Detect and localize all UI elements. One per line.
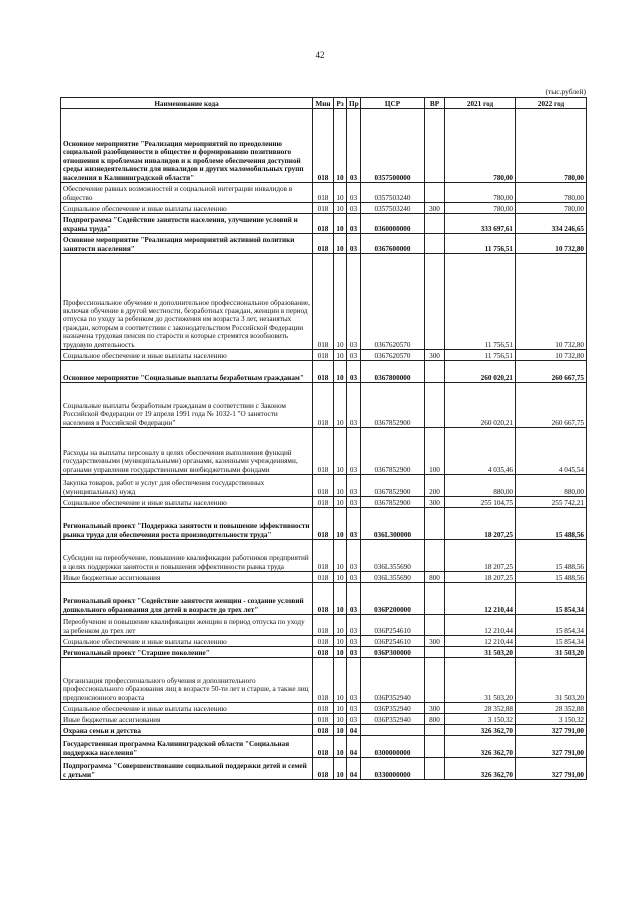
row-csr: 0330000000 [361, 758, 425, 780]
row-vr [425, 758, 445, 780]
row-2022: 15 488,56 [516, 508, 587, 540]
row-rz: 10 [334, 636, 347, 647]
row-csr: 036P200000 [361, 583, 425, 615]
row-min: 018 [313, 234, 334, 254]
row-name: Организация профессионального обучения и дополнительного профессионального образования лиц в возрасте 50-ти лет и старше, а также лиц предпенсионного возраста [61, 658, 313, 703]
row-name: Подпрограмма "Совершенствование социальной поддержки детей и семей с детьми" [61, 758, 313, 780]
header-min: Мин [313, 98, 334, 109]
row-2021: 880,00 [445, 475, 516, 497]
row-csr: 0367800000 [361, 361, 425, 383]
row-rz: 10 [334, 540, 347, 572]
row-vr: 200 [425, 475, 445, 497]
row-2021: 28 352,88 [445, 703, 516, 714]
table-row [61, 714, 587, 725]
row-pr: 04 [347, 758, 361, 780]
row-vr [425, 540, 445, 572]
row-rz: 10 [334, 183, 347, 203]
row-2022: 780,00 [516, 109, 587, 183]
row-min: 018 [313, 615, 334, 636]
row-vr: 300 [425, 703, 445, 714]
row-rz: 10 [334, 361, 347, 383]
table-row [61, 583, 587, 615]
row-vr [425, 658, 445, 703]
row-name: Региональный проект "Старшее поколение" [61, 647, 313, 658]
row-vr [425, 647, 445, 658]
row-name: Иные бюджетные ассигнования [61, 572, 313, 583]
row-2022: 15 488,56 [516, 540, 587, 572]
row-vr [425, 361, 445, 383]
row-2021: 326 362,70 [445, 725, 516, 736]
row-pr: 03 [347, 428, 361, 475]
table-row [61, 428, 587, 475]
row-pr: 03 [347, 497, 361, 508]
row-name: Государственная программа Калининградской области "Социальная поддержка населения" [61, 736, 313, 758]
table-row [61, 183, 587, 203]
row-name: Основное мероприятие "Социальные выплаты безработным гражданам" [61, 361, 313, 383]
row-rz: 10 [334, 254, 347, 350]
row-2021: 260 020,21 [445, 383, 516, 428]
row-pr: 03 [347, 203, 361, 214]
row-csr: 0367620570 [361, 350, 425, 361]
row-2022: 880,00 [516, 475, 587, 497]
row-2021: 12 210,44 [445, 636, 516, 647]
row-name: Иные бюджетные ассигнования [61, 714, 313, 725]
row-2021: 31 503,20 [445, 647, 516, 658]
row-name: Расходы на выплаты персоналу в целях обеспечения выполнения функций государственными (муниципальными) органами, казенными учреждениями, органами управления государственными внебюджетными фондами [61, 428, 313, 475]
row-rz: 10 [334, 350, 347, 361]
row-pr: 03 [347, 350, 361, 361]
row-name: Социальные выплаты безработным гражданам в соответствии с Законом Российской Федерации от 19 апреля 1991 года № 1032-1 "О занятости населения в Российской Федерации" [61, 383, 313, 428]
row-2022: 4 045,54 [516, 428, 587, 475]
row-csr: 036L355690 [361, 540, 425, 572]
row-2021: 18 207,25 [445, 508, 516, 540]
row-vr [425, 736, 445, 758]
row-pr: 03 [347, 615, 361, 636]
row-2022: 260 667,75 [516, 383, 587, 428]
row-name: Региональный проект "Поддержка занятости и повышение эффективности рынка труда для обеспечения роста производительности труда" [61, 508, 313, 540]
row-name: Социальное обеспечение и иные выплаты населению [61, 497, 313, 508]
row-vr [425, 615, 445, 636]
row-csr: 0367852900 [361, 383, 425, 428]
row-csr: 036L300000 [361, 508, 425, 540]
row-rz: 10 [334, 658, 347, 703]
row-vr [425, 183, 445, 203]
row-2022: 31 503,20 [516, 658, 587, 703]
row-rz: 10 [334, 725, 347, 736]
row-2022: 15 488,56 [516, 572, 587, 583]
row-csr: 036P352940 [361, 703, 425, 714]
row-name: Основное мероприятие "Реализация мероприятий по преодолению социальной разобщенности в обществе и формированию позитивного отношения к проблемам инвалидов и к проблеме обеспечения доступной среды жизнедеятельности для инвалидов и других маломобильных групп населения в Калининградской области" [61, 109, 313, 183]
row-vr [425, 383, 445, 428]
table-row [61, 615, 587, 636]
table-row [61, 254, 587, 350]
row-2021: 260 020,21 [445, 361, 516, 383]
row-name: Закупка товаров, работ и услуг для обеспечения государственных (муниципальных) нужд [61, 475, 313, 497]
header-2022: 2022 год [516, 98, 587, 109]
row-vr [425, 109, 445, 183]
row-2021: 255 104,75 [445, 497, 516, 508]
row-2021: 780,00 [445, 109, 516, 183]
row-2022: 31 503,20 [516, 647, 587, 658]
row-csr: 036L355690 [361, 572, 425, 583]
header-rz: Рз [334, 98, 347, 109]
row-rz: 10 [334, 203, 347, 214]
table-row [61, 214, 587, 234]
row-csr: 0300000000 [361, 736, 425, 758]
row-rz: 10 [334, 428, 347, 475]
table-row [61, 383, 587, 428]
row-2021: 3 150,32 [445, 714, 516, 725]
table-header-row [61, 98, 587, 109]
row-pr: 03 [347, 658, 361, 703]
row-csr: 0357500000 [361, 109, 425, 183]
row-min: 018 [313, 214, 334, 234]
row-vr [425, 725, 445, 736]
row-csr: 036P254610 [361, 636, 425, 647]
row-pr: 03 [347, 254, 361, 350]
row-name: Обеспечение равных возможностей и социальной интеграции инвалидов в общество [61, 183, 313, 203]
table-body [61, 109, 587, 780]
table-row [61, 736, 587, 758]
row-min: 018 [313, 703, 334, 714]
row-pr: 03 [347, 714, 361, 725]
row-rz: 10 [334, 497, 347, 508]
row-2021: 780,00 [445, 203, 516, 214]
row-2021: 326 362,70 [445, 758, 516, 780]
row-min: 018 [313, 508, 334, 540]
row-name: Социальное обеспечение и иные выплаты населению [61, 636, 313, 647]
row-2022: 10 732,80 [516, 234, 587, 254]
row-vr: 300 [425, 636, 445, 647]
table-row [61, 725, 587, 736]
row-min: 018 [313, 725, 334, 736]
row-min: 018 [313, 658, 334, 703]
row-2022: 780,00 [516, 203, 587, 214]
row-pr: 03 [347, 361, 361, 383]
row-min: 018 [313, 647, 334, 658]
row-2021: 18 207,25 [445, 572, 516, 583]
row-csr: 0367852900 [361, 428, 425, 475]
row-min: 018 [313, 636, 334, 647]
row-name: Субсидии на переобучение, повышение квалификации работников предприятий в целях поддержки занятости и повышения эффективности рынка труда [61, 540, 313, 572]
row-2022: 15 854,34 [516, 615, 587, 636]
table-row [61, 703, 587, 714]
row-vr: 300 [425, 203, 445, 214]
row-pr: 03 [347, 214, 361, 234]
row-2022: 327 791,00 [516, 736, 587, 758]
row-name: Основное мероприятие "Реализация мероприятий активной политики занятости населения" [61, 234, 313, 254]
row-2022: 260 667,75 [516, 361, 587, 383]
row-rz: 10 [334, 572, 347, 583]
row-csr: 036P352940 [361, 658, 425, 703]
row-2022: 3 150,32 [516, 714, 587, 725]
table-row [61, 350, 587, 361]
row-2022: 327 791,00 [516, 758, 587, 780]
row-min: 018 [313, 183, 334, 203]
header-name: Наименование кода [61, 98, 313, 109]
row-min: 018 [313, 572, 334, 583]
row-2022: 334 246,65 [516, 214, 587, 234]
row-min: 018 [313, 714, 334, 725]
row-2022: 28 352,88 [516, 703, 587, 714]
row-2021: 11 756,51 [445, 254, 516, 350]
row-2022: 10 732,80 [516, 350, 587, 361]
header-csr: ЦСР [361, 98, 425, 109]
row-pr: 04 [347, 736, 361, 758]
row-rz: 10 [334, 647, 347, 658]
row-rz: 10 [334, 736, 347, 758]
row-min: 018 [313, 497, 334, 508]
row-2021: 12 210,44 [445, 583, 516, 615]
row-min: 018 [313, 475, 334, 497]
row-pr: 03 [347, 183, 361, 203]
row-pr: 03 [347, 572, 361, 583]
header-vr: ВР [425, 98, 445, 109]
row-vr: 300 [425, 497, 445, 508]
table-row [61, 361, 587, 383]
row-min: 018 [313, 540, 334, 572]
row-rz: 10 [334, 234, 347, 254]
row-pr: 03 [347, 508, 361, 540]
row-pr: 03 [347, 383, 361, 428]
row-min: 018 [313, 758, 334, 780]
row-rz: 10 [334, 214, 347, 234]
table-row [61, 658, 587, 703]
table-row [61, 647, 587, 658]
row-csr: 0367852900 [361, 497, 425, 508]
row-2022: 255 742,21 [516, 497, 587, 508]
row-min: 018 [313, 361, 334, 383]
row-rz: 10 [334, 109, 347, 183]
table-row [61, 109, 587, 183]
header-pr: Пр [347, 98, 361, 109]
row-name: Переобучение и повышение квалификации женщин в период отпуска по уходу за ребенком до трех лет [61, 615, 313, 636]
row-pr: 03 [347, 647, 361, 658]
row-vr [425, 254, 445, 350]
row-2022: 327 791,00 [516, 725, 587, 736]
row-2021: 18 207,25 [445, 540, 516, 572]
row-rz: 10 [334, 475, 347, 497]
row-vr [425, 583, 445, 615]
row-2021: 780,00 [445, 183, 516, 203]
row-pr: 03 [347, 636, 361, 647]
row-vr: 100 [425, 428, 445, 475]
row-min: 018 [313, 254, 334, 350]
table-row [61, 234, 587, 254]
row-pr: 03 [347, 234, 361, 254]
row-rz: 10 [334, 758, 347, 780]
budget-table [60, 97, 587, 780]
row-name: Подпрограмма "Содействие занятости населения, улучшение условий и охраны труда" [61, 214, 313, 234]
table-row [61, 636, 587, 647]
row-min: 018 [313, 583, 334, 615]
row-min: 018 [313, 109, 334, 183]
units-label: (тыс.рублей) [545, 87, 586, 96]
row-rz: 10 [334, 703, 347, 714]
row-rz: 10 [334, 383, 347, 428]
row-min: 018 [313, 203, 334, 214]
row-pr: 03 [347, 475, 361, 497]
row-csr [361, 725, 425, 736]
table-row [61, 508, 587, 540]
row-csr: 0360000000 [361, 214, 425, 234]
row-pr: 04 [347, 725, 361, 736]
row-rz: 10 [334, 508, 347, 540]
row-vr [425, 508, 445, 540]
row-csr: 036P254610 [361, 615, 425, 636]
row-name: Социальное обеспечение и иные выплаты населению [61, 703, 313, 714]
row-csr: 0367600000 [361, 234, 425, 254]
row-2022: 10 732,80 [516, 254, 587, 350]
row-2021: 326 362,70 [445, 736, 516, 758]
row-min: 018 [313, 383, 334, 428]
row-rz: 10 [334, 714, 347, 725]
row-csr: 0367620570 [361, 254, 425, 350]
row-vr [425, 234, 445, 254]
header-2021: 2021 год [445, 98, 516, 109]
table-row [61, 540, 587, 572]
table-row [61, 497, 587, 508]
row-vr [425, 214, 445, 234]
table-row [61, 572, 587, 583]
row-rz: 10 [334, 583, 347, 615]
row-2021: 12 210,44 [445, 615, 516, 636]
row-pr: 03 [347, 583, 361, 615]
row-csr: 0357503240 [361, 203, 425, 214]
row-pr: 03 [347, 540, 361, 572]
row-2022: 15 854,34 [516, 636, 587, 647]
page-number: 42 [315, 50, 325, 60]
row-pr: 03 [347, 703, 361, 714]
table-row [61, 203, 587, 214]
row-vr: 800 [425, 714, 445, 725]
row-vr: 300 [425, 350, 445, 361]
row-csr: 0357503240 [361, 183, 425, 203]
row-name: Профессиональное обучение и дополнительное профессиональное образование, включая обучение в другой местности, безработных граждан, женщин в период отпуска по уходу за ребенком до достижения им возраста 3 лет, незанятых граждан, которым в соответствии с законодательством Российской Федерации назначена трудовая пенсия по старости и которые стремятся возобновить трудовую деятельность [61, 254, 313, 350]
row-pr: 03 [347, 109, 361, 183]
row-min: 018 [313, 736, 334, 758]
row-name: Охрана семьи и детства [61, 725, 313, 736]
row-2021: 31 503,20 [445, 658, 516, 703]
row-2021: 333 697,61 [445, 214, 516, 234]
table-row [61, 475, 587, 497]
row-name: Социальное обеспечение и иные выплаты населению [61, 350, 313, 361]
row-2021: 11 756,51 [445, 234, 516, 254]
row-csr: 036P300000 [361, 647, 425, 658]
row-name: Региональный проект "Содействие занятости женщин - создание условий дошкольного образования для детей в возрасте до трех лет" [61, 583, 313, 615]
row-min: 018 [313, 350, 334, 361]
row-vr: 800 [425, 572, 445, 583]
row-csr: 0367852900 [361, 475, 425, 497]
row-rz: 10 [334, 615, 347, 636]
table-row [61, 758, 587, 780]
row-2022: 780,00 [516, 183, 587, 203]
row-2022: 15 854,34 [516, 583, 587, 615]
row-2021: 11 756,51 [445, 350, 516, 361]
row-2021: 4 035,46 [445, 428, 516, 475]
row-name: Социальное обеспечение и иные выплаты населению [61, 203, 313, 214]
row-csr: 036P352940 [361, 714, 425, 725]
row-min: 018 [313, 428, 334, 475]
